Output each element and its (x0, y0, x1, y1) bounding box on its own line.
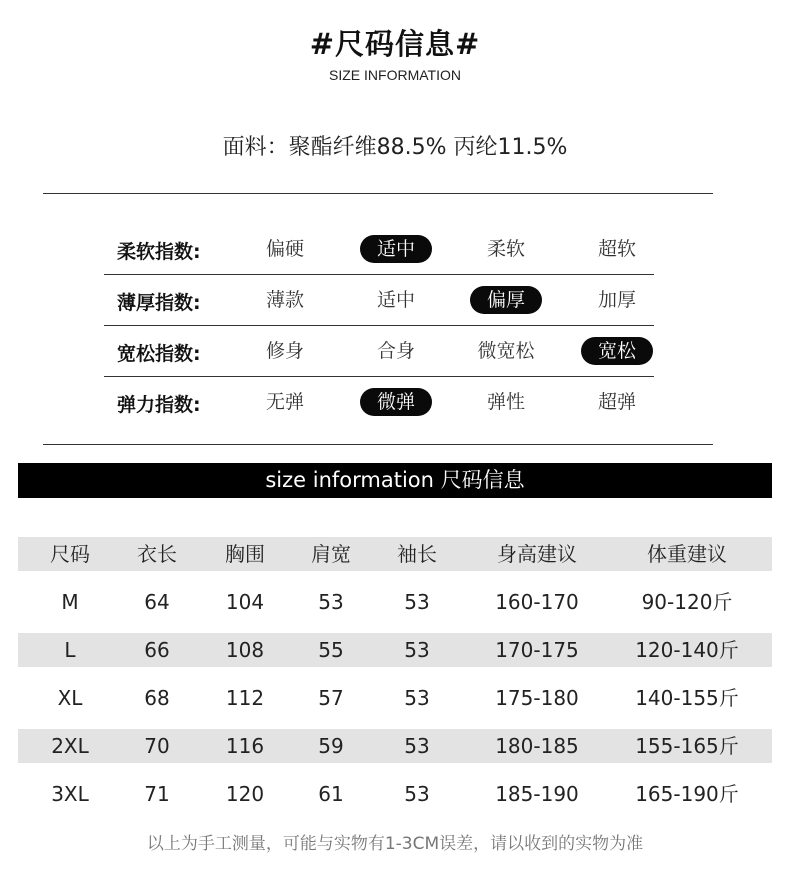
table-cell: 71 (144, 782, 170, 806)
index-option: 微宽松 (477, 340, 535, 362)
table-cell: 185-190 (495, 782, 579, 806)
table-cell: 53 (404, 734, 430, 758)
section-band: size information 尺码信息 (18, 463, 772, 498)
index-option: 薄款 (265, 289, 304, 311)
table-cell: 53 (404, 590, 430, 614)
table-cell: 57 (318, 686, 344, 710)
index-row-softness (104, 224, 654, 275)
table-cell: 53 (404, 782, 430, 806)
index-option: 超弹 (597, 391, 636, 413)
index-option: 适中 (376, 289, 415, 311)
index-option-selected: 宽松 (581, 337, 653, 365)
index-label: 柔软指数: (117, 241, 201, 263)
fabric-composition: 面料：聚酯纤维88.5% 丙纶11.5% (222, 135, 568, 160)
table-cell: 53 (404, 638, 430, 662)
table-cell: 140-155斤 (635, 686, 739, 710)
page-title: #尺码信息# (309, 27, 481, 61)
table-cell: 108 (225, 638, 265, 662)
table-cell: 90-120斤 (641, 590, 733, 614)
table-cell: 175-180 (495, 686, 579, 710)
measurement-note: 以上为手工测量，可能与实物有1-3CM误差，请以收到的实物为准 (146, 834, 644, 854)
table-cell: 120-140斤 (635, 638, 739, 662)
table-cell: M (61, 590, 79, 614)
table-cell: 2XL (51, 734, 89, 758)
index-row-looseness (104, 326, 654, 377)
index-option: 弹性 (486, 391, 525, 413)
table-row (18, 729, 772, 763)
table-cell: 53 (318, 590, 344, 614)
table-cell: 160-170 (495, 590, 579, 614)
table-row (18, 681, 772, 715)
index-option-selected: 适中 (360, 235, 432, 263)
table-cell: 112 (225, 686, 265, 710)
index-option: 超软 (597, 238, 636, 260)
index-option-selected: 偏厚 (470, 286, 542, 314)
table-cell: 165-190斤 (635, 782, 739, 806)
table-row (18, 777, 772, 811)
table-cell: 155-165斤 (635, 734, 739, 758)
index-label: 宽松指数: (117, 343, 201, 365)
column-header: 体重建议 (647, 542, 727, 566)
table-row (18, 585, 772, 619)
table-cell: 70 (144, 734, 170, 758)
table-cell: 64 (144, 590, 170, 614)
divider-top (43, 193, 713, 194)
index-option: 合身 (376, 340, 415, 362)
table-cell: 3XL (51, 782, 89, 806)
index-label: 弹力指数: (117, 394, 201, 416)
table-cell: 104 (225, 590, 265, 614)
column-header: 袖长 (397, 542, 437, 566)
table-row (18, 633, 772, 667)
index-option: 修身 (265, 340, 304, 362)
column-header: 身高建议 (497, 542, 577, 566)
index-row-thickness (104, 275, 654, 326)
column-header: 肩宽 (311, 542, 351, 566)
index-option: 柔软 (486, 238, 525, 260)
table-cell: 61 (318, 782, 344, 806)
divider-bottom (43, 444, 713, 445)
column-header: 尺码 (50, 542, 90, 566)
index-table (104, 224, 654, 427)
table-cell: 120 (225, 782, 265, 806)
index-option: 偏硬 (265, 238, 304, 260)
table-cell: 68 (144, 686, 170, 710)
index-option: 加厚 (597, 289, 636, 311)
column-header: 衣长 (137, 542, 177, 566)
column-header: 胸围 (225, 542, 265, 566)
index-option: 无弹 (265, 391, 304, 413)
table-cell: 53 (404, 686, 430, 710)
table-cell: 66 (144, 638, 170, 662)
table-cell: 116 (225, 734, 265, 758)
table-cell: 170-175 (495, 638, 579, 662)
table-cell: XL (57, 686, 83, 710)
index-label: 薄厚指数: (117, 292, 201, 314)
table-cell: L (64, 638, 76, 662)
table-cell: 59 (318, 734, 344, 758)
page-subtitle: SIZE INFORMATION (329, 67, 461, 83)
table-cell: 55 (318, 638, 344, 662)
index-row-elasticity (104, 377, 654, 427)
size-table (18, 537, 772, 825)
index-option-selected: 微弹 (360, 388, 432, 416)
table-cell: 180-185 (495, 734, 579, 758)
table-header-row (18, 537, 772, 571)
